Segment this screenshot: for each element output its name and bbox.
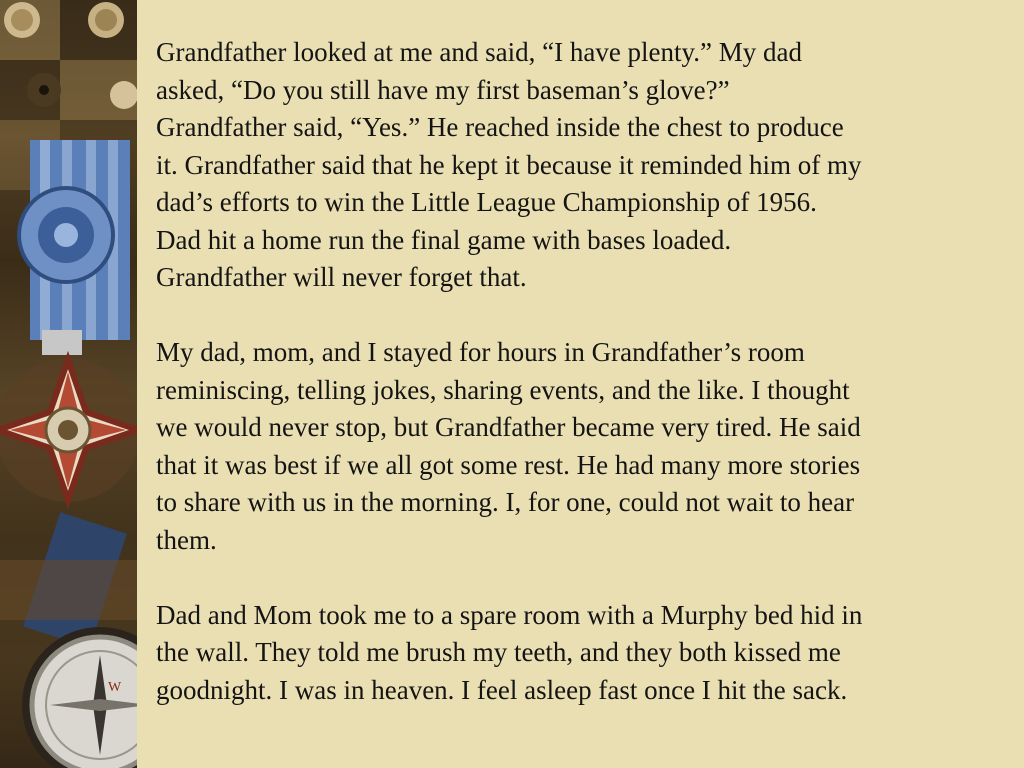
text-line: My dad, mom, and I stayed for hours in Grandfather’s room (156, 337, 805, 367)
slide-body-text (156, 34, 996, 747)
text-line: dad’s efforts to win the Little League Championship of 1956. (156, 187, 817, 217)
medal-collage-image (0, 0, 137, 768)
medal-cross-icon (0, 358, 137, 502)
text-line: it. Grandfather said that he kept it because it reminded him of my (156, 149, 862, 180)
text-line: to share with us in the morning. I, for one, could not wait to hear (156, 487, 855, 517)
text-line: Grandfather said, “Yes.” He reached inside the chest to produce (156, 112, 844, 142)
text-line: Dad and Mom took me to a spare room with a Murphy bed hid in (156, 599, 863, 630)
text-line: them. (156, 524, 217, 555)
text-line: the wall. They told me brush my teeth, and they both kissed me (156, 637, 841, 667)
text-line: reminiscing, telling jokes, sharing events, and the like. I thought (156, 374, 850, 405)
text-line: that it was best if we all got some rest. He had many more stories (156, 449, 861, 480)
text-line: goodnight. I was in heaven. I feel asleep fast once I hit the sack. (156, 674, 848, 705)
paragraph (156, 34, 996, 297)
paragraph (156, 597, 996, 710)
text-line: Dad hit a home run the final game with bases loaded. (156, 224, 732, 255)
text-line: we would never stop, but Grandfather became very tired. He said (156, 412, 861, 442)
paragraph (156, 334, 996, 559)
svg-text:W: W (108, 680, 122, 695)
decorative-photo-strip (0, 0, 137, 768)
text-line: asked, “Do you still have my first baseman’s glove?” (156, 74, 730, 105)
text-line: Grandfather will never forget that. (156, 262, 527, 292)
ribbon-icon (19, 140, 130, 355)
text-line: Grandfather looked at me and said, “I have plenty.” My dad (156, 37, 803, 67)
